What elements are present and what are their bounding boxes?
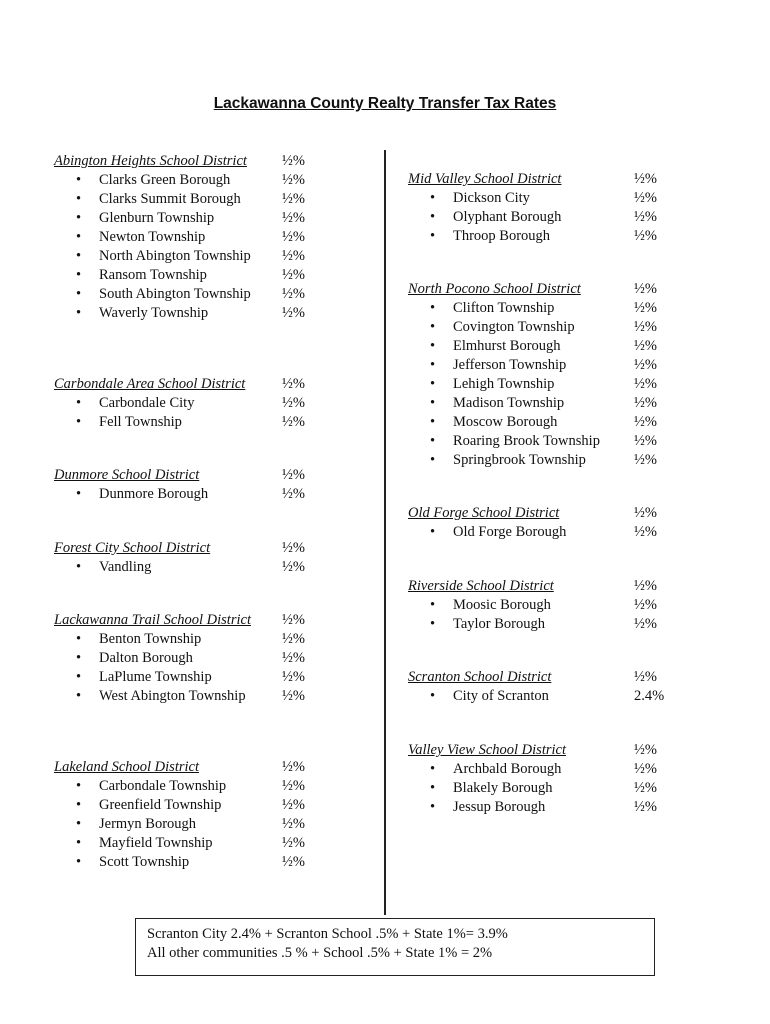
list-item xyxy=(54,649,305,668)
bullet-icon: • xyxy=(430,761,436,777)
bullet-icon: • xyxy=(76,210,82,226)
municipality-rate: ½% xyxy=(282,854,305,870)
municipality-name: Roaring Brook Township xyxy=(453,433,600,449)
bullet-icon: • xyxy=(430,433,436,449)
municipality-rate: ½% xyxy=(634,524,657,540)
bullet-icon: • xyxy=(430,395,436,411)
municipality-name: Elmhurst Borough xyxy=(453,338,561,354)
municipality-name: Dalton Borough xyxy=(99,650,193,666)
list-item xyxy=(54,247,305,266)
district-rate: ½% xyxy=(634,578,657,594)
bullet-icon: • xyxy=(76,248,82,264)
list-item xyxy=(408,337,657,356)
district-riverside-school-district xyxy=(408,577,657,634)
district-name: Scranton School District xyxy=(408,669,552,685)
list-item xyxy=(54,209,305,228)
bullet-icon: • xyxy=(430,209,436,225)
bullet-icon: • xyxy=(430,338,436,354)
municipality-rate: ½% xyxy=(634,597,657,613)
district-dunmore-school-district xyxy=(54,466,305,504)
municipality-name: Moosic Borough xyxy=(453,597,551,613)
municipality-name: Clarks Green Borough xyxy=(99,172,231,188)
list-item xyxy=(54,266,305,285)
bullet-icon: • xyxy=(76,854,82,870)
bullet-icon: • xyxy=(76,797,82,813)
list-item xyxy=(54,394,305,413)
municipality-rate: ½% xyxy=(634,376,657,392)
bullet-icon: • xyxy=(430,376,436,392)
municipality-name: Scott Township xyxy=(99,854,190,870)
municipality-rate: ½% xyxy=(634,414,657,430)
bullet-icon: • xyxy=(430,300,436,316)
municipality-rate: ½% xyxy=(282,778,305,794)
list-item xyxy=(408,760,657,779)
municipality-rate: ½% xyxy=(282,305,305,321)
municipality-rate: ½% xyxy=(282,210,305,226)
municipality-name: Carbondale Township xyxy=(99,778,227,794)
municipality-name: Taylor Borough xyxy=(453,616,546,632)
summary-box xyxy=(135,918,655,976)
district-rate: ½% xyxy=(282,376,305,392)
municipality-name: Glenburn Township xyxy=(99,210,215,226)
district-rate: ½% xyxy=(634,505,657,521)
list-item xyxy=(408,615,657,634)
municipality-rate: ½% xyxy=(634,319,657,335)
bullet-icon: • xyxy=(430,452,436,468)
list-item xyxy=(54,171,305,190)
municipality-rate: ½% xyxy=(282,191,305,207)
municipality-rate: ½% xyxy=(282,631,305,647)
list-item xyxy=(408,208,657,227)
municipality-name: Vandling xyxy=(99,559,152,575)
district-name: Old Forge School District xyxy=(408,505,560,521)
page-title: Lackawanna County Realty Transfer Tax Rates xyxy=(213,95,557,112)
bullet-icon: • xyxy=(76,631,82,647)
list-item xyxy=(408,356,657,375)
bullet-icon: • xyxy=(430,616,436,632)
list-item xyxy=(54,558,305,577)
list-item xyxy=(408,413,657,432)
bullet-icon: • xyxy=(430,688,436,704)
bullet-icon: • xyxy=(430,228,436,244)
municipality-rate: ½% xyxy=(282,650,305,666)
municipality-name: Springbrook Township xyxy=(453,452,586,468)
district-name: Dunmore School District xyxy=(54,467,200,483)
municipality-name: Jessup Borough xyxy=(453,799,546,815)
list-item xyxy=(54,630,305,649)
bullet-icon: • xyxy=(430,414,436,430)
municipality-name: Jefferson Township xyxy=(453,357,567,373)
list-item xyxy=(54,687,305,706)
list-item xyxy=(408,523,657,542)
district-old-forge-school-district xyxy=(408,504,657,542)
municipality-rate: ½% xyxy=(282,395,305,411)
municipality-rate: ½% xyxy=(634,799,657,815)
list-item xyxy=(54,834,305,853)
bullet-icon: • xyxy=(430,190,436,206)
district-lackawanna-trail-school-district xyxy=(54,611,305,706)
municipality-name: Greenfield Township xyxy=(99,797,222,813)
municipality-name: Newton Township xyxy=(99,229,206,245)
list-item xyxy=(54,285,305,304)
municipality-rate: ½% xyxy=(634,300,657,316)
municipality-name: LaPlume Township xyxy=(99,669,212,685)
municipality-rate: ½% xyxy=(634,228,657,244)
district-rate: ½% xyxy=(282,612,305,628)
list-item xyxy=(54,190,305,209)
district-scranton-school-district xyxy=(408,668,665,706)
municipality-name: Blakely Borough xyxy=(453,780,553,796)
bullet-icon: • xyxy=(76,191,82,207)
municipality-rate: ½% xyxy=(282,688,305,704)
list-item xyxy=(408,318,657,337)
municipality-rate: ½% xyxy=(634,357,657,373)
list-item xyxy=(408,189,657,208)
district-name: Mid Valley School District xyxy=(408,171,562,187)
bullet-icon: • xyxy=(430,524,436,540)
municipality-rate: ½% xyxy=(634,761,657,777)
bullet-icon: • xyxy=(76,486,82,502)
list-item xyxy=(408,779,657,798)
list-item xyxy=(54,413,305,432)
district-lakeland-school-district xyxy=(54,758,305,872)
list-item xyxy=(54,777,305,796)
district-carbondale-area-school-district xyxy=(54,375,305,432)
bullet-icon: • xyxy=(76,816,82,832)
bullet-icon: • xyxy=(76,229,82,245)
list-item xyxy=(54,668,305,687)
list-item xyxy=(408,299,657,318)
municipality-rate: ½% xyxy=(634,780,657,796)
municipality-name: Old Forge Borough xyxy=(453,524,567,540)
bullet-icon: • xyxy=(430,357,436,373)
municipality-name: Jermyn Borough xyxy=(99,816,197,832)
list-item xyxy=(408,394,657,413)
municipality-rate: ½% xyxy=(282,248,305,264)
municipality-rate: ½% xyxy=(634,190,657,206)
municipality-name: Lehigh Township xyxy=(453,376,555,392)
district-mid-valley-school-district xyxy=(408,170,657,246)
municipality-name: City of Scranton xyxy=(453,688,549,704)
district-name: Forest City School District xyxy=(54,540,211,556)
summary-line-2: All other communities .5 % + School .5% + State 1% = 2% xyxy=(147,945,493,961)
bullet-icon: • xyxy=(430,597,436,613)
list-item xyxy=(54,815,305,834)
list-item xyxy=(408,798,657,817)
municipality-name: Clifton Township xyxy=(453,300,555,316)
district-name: Lackawanna Trail School District xyxy=(54,612,251,628)
municipality-rate: ½% xyxy=(282,669,305,685)
municipality-name: Olyphant Borough xyxy=(453,209,562,225)
bullet-icon: • xyxy=(76,650,82,666)
list-item xyxy=(54,796,305,815)
list-item xyxy=(54,485,305,504)
bullet-icon: • xyxy=(430,319,436,335)
district-forest-city-school-district xyxy=(54,539,305,577)
bullet-icon: • xyxy=(76,286,82,302)
district-name: Carbondale Area School District xyxy=(54,376,246,392)
municipality-rate: ½% xyxy=(282,486,305,502)
list-item xyxy=(408,451,657,470)
district-abington-heights-school-district xyxy=(54,152,305,323)
municipality-name: Archbald Borough xyxy=(453,761,562,777)
district-rate: ½% xyxy=(634,669,657,685)
municipality-name: Throop Borough xyxy=(453,228,551,244)
municipality-rate: ½% xyxy=(634,433,657,449)
municipality-rate: ½% xyxy=(282,797,305,813)
municipality-rate: ½% xyxy=(282,229,305,245)
municipality-rate: ½% xyxy=(282,286,305,302)
district-north-pocono-school-district xyxy=(408,280,657,470)
municipality-rate: ½% xyxy=(634,452,657,468)
municipality-rate: ½% xyxy=(634,395,657,411)
municipality-name: West Abington Township xyxy=(99,688,246,704)
list-item xyxy=(54,853,305,872)
municipality-rate: ½% xyxy=(282,172,305,188)
municipality-name: Carbondale City xyxy=(99,395,195,411)
municipality-rate: ½% xyxy=(282,267,305,283)
municipality-rate: ½% xyxy=(282,816,305,832)
summary-line-1: Scranton City 2.4% + Scranton School .5% + State 1%= 3.9% xyxy=(147,926,508,942)
municipality-rate: ½% xyxy=(282,414,305,430)
municipality-rate: 2.4% xyxy=(634,688,665,704)
district-rate: ½% xyxy=(282,467,305,483)
list-item xyxy=(408,596,657,615)
municipality-name: Ransom Township xyxy=(99,267,207,283)
district-rate: ½% xyxy=(282,759,305,775)
municipality-rate: ½% xyxy=(634,338,657,354)
municipality-rate: ½% xyxy=(282,835,305,851)
district-name: North Pocono School District xyxy=(408,281,581,297)
list-item xyxy=(54,228,305,247)
bullet-icon: • xyxy=(76,267,82,283)
municipality-name: Covington Township xyxy=(453,319,575,335)
district-rate: ½% xyxy=(282,540,305,556)
list-item xyxy=(408,375,657,394)
municipality-name: South Abington Township xyxy=(99,286,251,302)
bullet-icon: • xyxy=(76,172,82,188)
municipality-name: North Abington Township xyxy=(99,248,251,264)
bullet-icon: • xyxy=(76,559,82,575)
district-name: Abington Heights School District xyxy=(54,153,247,169)
municipality-name: Dickson City xyxy=(453,190,530,206)
bullet-icon: • xyxy=(76,688,82,704)
municipality-rate: ½% xyxy=(634,209,657,225)
municipality-name: Clarks Summit Borough xyxy=(99,191,241,207)
municipality-name: Madison Township xyxy=(453,395,565,411)
list-item xyxy=(408,227,657,246)
bullet-icon: • xyxy=(76,395,82,411)
district-rate: ½% xyxy=(282,153,305,169)
list-item xyxy=(408,687,665,706)
bullet-icon: • xyxy=(76,778,82,794)
list-item xyxy=(54,304,305,323)
list-item xyxy=(408,432,657,451)
municipality-name: Moscow Borough xyxy=(453,414,558,430)
district-name: Valley View School District xyxy=(408,742,566,758)
bullet-icon: • xyxy=(76,414,82,430)
municipality-rate: ½% xyxy=(634,616,657,632)
district-rate: ½% xyxy=(634,171,657,187)
district-name: Riverside School District xyxy=(408,578,554,594)
municipality-name: Fell Township xyxy=(99,414,182,430)
district-valley-view-school-district xyxy=(408,741,657,817)
column-divider xyxy=(384,150,386,915)
bullet-icon: • xyxy=(76,835,82,851)
bullet-icon: • xyxy=(76,669,82,685)
municipality-rate: ½% xyxy=(282,559,305,575)
bullet-icon: • xyxy=(76,305,82,321)
bullet-icon: • xyxy=(430,799,436,815)
municipality-name: Waverly Township xyxy=(99,305,209,321)
district-rate: ½% xyxy=(634,281,657,297)
district-rate: ½% xyxy=(634,742,657,758)
municipality-name: Benton Township xyxy=(99,631,202,647)
bullet-icon: • xyxy=(430,780,436,796)
municipality-name: Mayfield Township xyxy=(99,835,213,851)
municipality-name: Dunmore Borough xyxy=(99,486,209,502)
district-name: Lakeland School District xyxy=(54,759,199,775)
